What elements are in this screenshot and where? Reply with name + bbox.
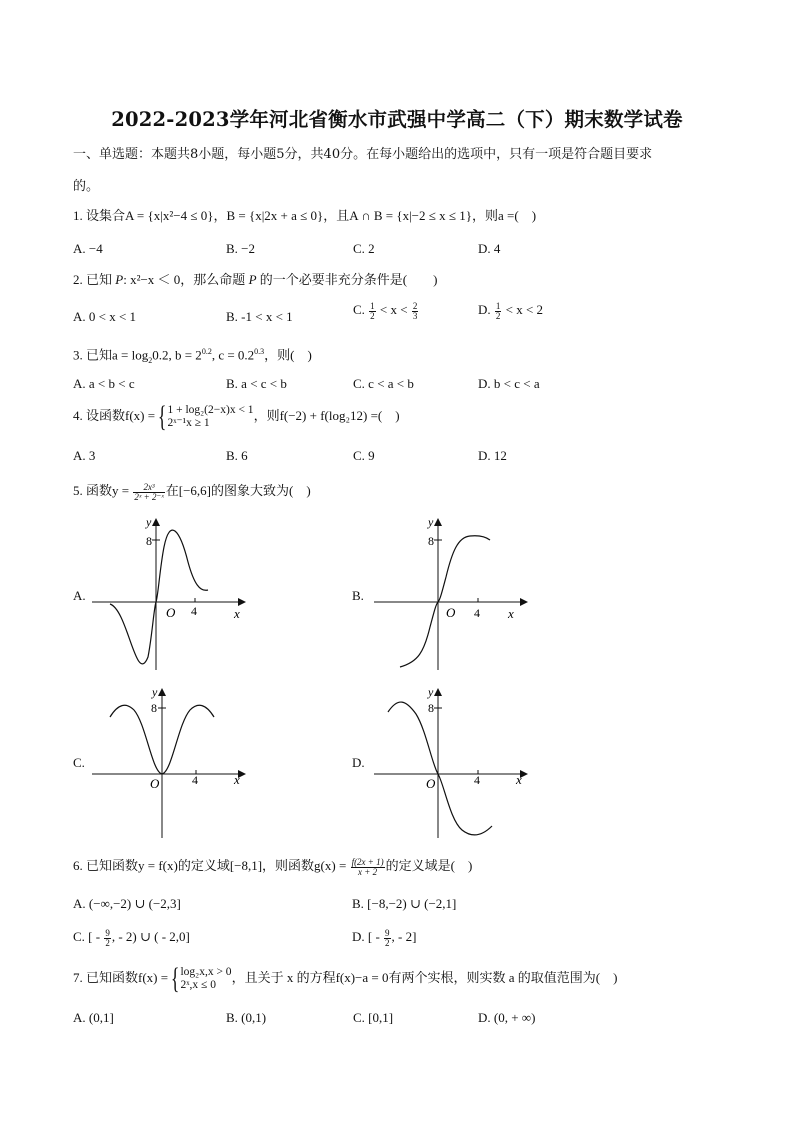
x-axis-arrow-icon: [520, 598, 528, 606]
q4-option-c: C. 9: [353, 448, 375, 463]
q7-option-c: C. [0,1]: [353, 1010, 394, 1025]
q5-graph-c: [88, 682, 248, 842]
q5-frac-den: 2ˣ + 2⁻ˣ: [134, 491, 164, 502]
q3-option-a: A. a < b < c: [73, 376, 135, 391]
exam-title: 2022-2023学年河北省衡水市武强中学高二（下）期末数学试卷: [111, 108, 683, 131]
question-3-stem: [73, 343, 312, 370]
q2-c-frac2-num: 2: [412, 300, 418, 311]
q2-option-d: [478, 301, 543, 321]
q5-graph-b: [370, 512, 530, 672]
q6-d-frac-num: 9: [385, 927, 390, 938]
q7-case-1: log₂x,x > 0: [180, 966, 232, 978]
q3-option-b: B. a < c < b: [226, 376, 287, 391]
q3-e: , c = 0.2: [211, 347, 255, 363]
q2-stem-pre: 2. 已知: [73, 272, 116, 287]
q5-post: 在[−6,6]的图象大致为( ): [165, 483, 311, 498]
q1-option-d: D. 4: [478, 241, 501, 256]
q6-pre: 6. 已知函数y = f(x)的定义域[−8,1]，则函数g(x) =: [73, 858, 350, 873]
q7-option-b: B. (0,1): [226, 1010, 267, 1025]
y-axis-arrow-icon: [434, 518, 442, 526]
y-axis-arrow-icon: [158, 688, 166, 696]
x-label: x: [234, 772, 240, 787]
q2-option-a: A. 0 < x < 1: [73, 309, 137, 324]
q6-option-a: A. (−∞,−2) ∪ (−2,3]: [73, 896, 181, 911]
q2-d-post: < x < 2: [502, 302, 544, 317]
x-tick-label: 4: [474, 606, 480, 620]
x-tick-label: 4: [192, 773, 198, 787]
x-label: x: [516, 772, 522, 787]
q2-d-frac: [495, 302, 502, 321]
q6-d-frac-den: 2: [385, 937, 390, 948]
q7-pre: 7. 已知函数f(x) =: [73, 969, 169, 985]
y-tick-label: 8: [428, 534, 434, 548]
q2-d-frac-num: 1: [495, 300, 501, 311]
q5-graph-d: [370, 682, 530, 842]
q5-option-a: A.: [73, 588, 86, 603]
q6-option-d: [352, 928, 416, 948]
x-tick-label: 4: [474, 773, 480, 787]
q4-option-a: A. 3: [73, 448, 96, 463]
y-label: y: [146, 515, 152, 529]
q3-f: 0.3: [254, 347, 265, 356]
q2-c-frac2-den: 3: [412, 310, 418, 321]
q6-option-b: B. [−8,−2) ∪ (−2,1]: [352, 896, 457, 911]
q6-frac: [351, 858, 385, 877]
x-label: x: [234, 606, 240, 621]
q2-stem-post: 的一个必要非充分条件是( ): [256, 272, 438, 287]
q2-c-frac1-num: 1: [370, 300, 375, 311]
question-7-stem: [73, 964, 617, 994]
q7-post: ，且关于 x 的方程f(x)−a = 0有两个实根，则实数 a 的取值范围为( ): [231, 969, 618, 985]
origin-label: O: [150, 776, 160, 791]
y-label: y: [428, 685, 434, 699]
q4-option-d: D. 12: [478, 448, 507, 463]
q2-c-frac1-den: 2: [370, 310, 375, 321]
question-4-stem: [73, 402, 400, 432]
q6-d-frac: [384, 929, 391, 948]
q7-option-d: D. (0, + ∞): [478, 1010, 536, 1025]
q2-c-frac1: [369, 302, 376, 321]
q7-brace: {: [170, 962, 180, 995]
q7-cases: [180, 966, 231, 992]
q6-c-post: , - 2) ∪ ( - 2,0]: [111, 929, 190, 944]
y-tick-label: 8: [428, 701, 434, 715]
q4-cases: [167, 404, 253, 430]
question-6-stem: [73, 857, 472, 877]
x-axis-arrow-icon: [238, 598, 246, 606]
q2-stem-p: P: [115, 272, 124, 287]
q3-a: 3. 已知a = log: [73, 347, 149, 363]
q4-brace: {: [157, 400, 167, 433]
q6-c-frac-num: 9: [105, 927, 110, 938]
origin-label: O: [166, 605, 176, 620]
q5-frac: [133, 483, 164, 502]
q7-case-2: 2ˣ,x ≤ 0: [180, 979, 216, 991]
q4-pre: 4. 设函数f(x) =: [73, 407, 156, 423]
q6-d-post: , - 2]: [391, 929, 417, 944]
q5-option-c: C.: [73, 755, 85, 770]
q2-c-mid: < x <: [376, 302, 411, 317]
q6-frac-num: f(2x + 1): [351, 856, 384, 867]
question-5-stem: [73, 482, 311, 502]
q3-d: 0.2: [201, 347, 212, 356]
section-heading-cont: 的。: [73, 179, 100, 194]
q4-option-b: B. 6: [226, 448, 248, 463]
q3-g: ，则( ): [264, 347, 312, 363]
y-tick-label: 8: [146, 534, 152, 548]
q2-stem-mid: : x²−x ＜ 0，那么命题: [123, 272, 249, 287]
y-tick-label: 8: [151, 701, 157, 715]
q6-frac-den: x + 2: [358, 866, 378, 877]
q5-pre: 5. 函数y =: [73, 483, 133, 498]
q7-option-a: A. (0,1]: [73, 1010, 114, 1025]
q4-post: ，则f(−2) + f(log₂12) =( ): [253, 407, 400, 423]
y-label: y: [428, 515, 434, 529]
q2-option-c: [353, 301, 419, 321]
q2-option-d-letter: D.: [478, 302, 491, 317]
q3-option-c: C. c < a < b: [353, 376, 414, 391]
q4-case-1: 1 + log₂(2−x)x < 1: [167, 404, 254, 416]
curve: [388, 702, 492, 835]
q3-c: 0.2, b = 2: [152, 347, 202, 363]
q2-stem-p2: P: [248, 272, 257, 287]
q5-option-b: B.: [352, 588, 364, 603]
q1-option-b: B. −2: [226, 241, 256, 256]
q5-option-d: D.: [352, 755, 365, 770]
q2-option-b: B. -1 < x < 1: [226, 309, 293, 324]
y-axis-arrow-icon: [152, 518, 160, 526]
question-1-stem: 1. 设集合A = {x|x²−4 ≤ 0}，B = {x|2x + a ≤ 0}，且A ∩ B = {x|−2 ≤ x ≤ 1}，则a =( ): [73, 208, 537, 223]
q6-post: 的定义域是( ): [385, 858, 473, 873]
x-tick-label: 4: [191, 604, 197, 618]
y-label: y: [152, 685, 158, 699]
q3-b: 2: [148, 355, 153, 365]
q6-c-pre: C. [ -: [73, 929, 104, 944]
curve: [110, 530, 208, 664]
q4-case-2: 2ˣ⁻¹x ≥ 1: [167, 417, 210, 429]
q6-c-frac-den: 2: [105, 937, 110, 948]
q5-graph-a: [88, 512, 248, 672]
q5-frac-num: 2x³: [133, 483, 164, 493]
q2-option-c-letter: C.: [353, 302, 365, 317]
q6-c-frac: [104, 929, 111, 948]
origin-label: O: [446, 605, 456, 620]
q2-c-frac2: [412, 302, 419, 321]
q1-option-a: A. −4: [73, 241, 103, 256]
question-2-stem: [73, 271, 437, 289]
section-heading: 一、单选题：本题共8小题，每小题5分，共40分。在每小题给出的选项中，只有一项是符合题目要求: [73, 147, 653, 162]
q2-d-frac-den: 2: [495, 310, 501, 321]
curve: [400, 536, 490, 667]
q1-option-c: C. 2: [353, 241, 375, 256]
q6-option-c: [73, 928, 190, 948]
q3-option-d: D. b < c < a: [478, 376, 540, 391]
y-axis-arrow-icon: [434, 688, 442, 696]
q6-d-pre: D. [ -: [352, 929, 384, 944]
x-label: x: [508, 606, 514, 621]
origin-label: O: [426, 776, 436, 791]
